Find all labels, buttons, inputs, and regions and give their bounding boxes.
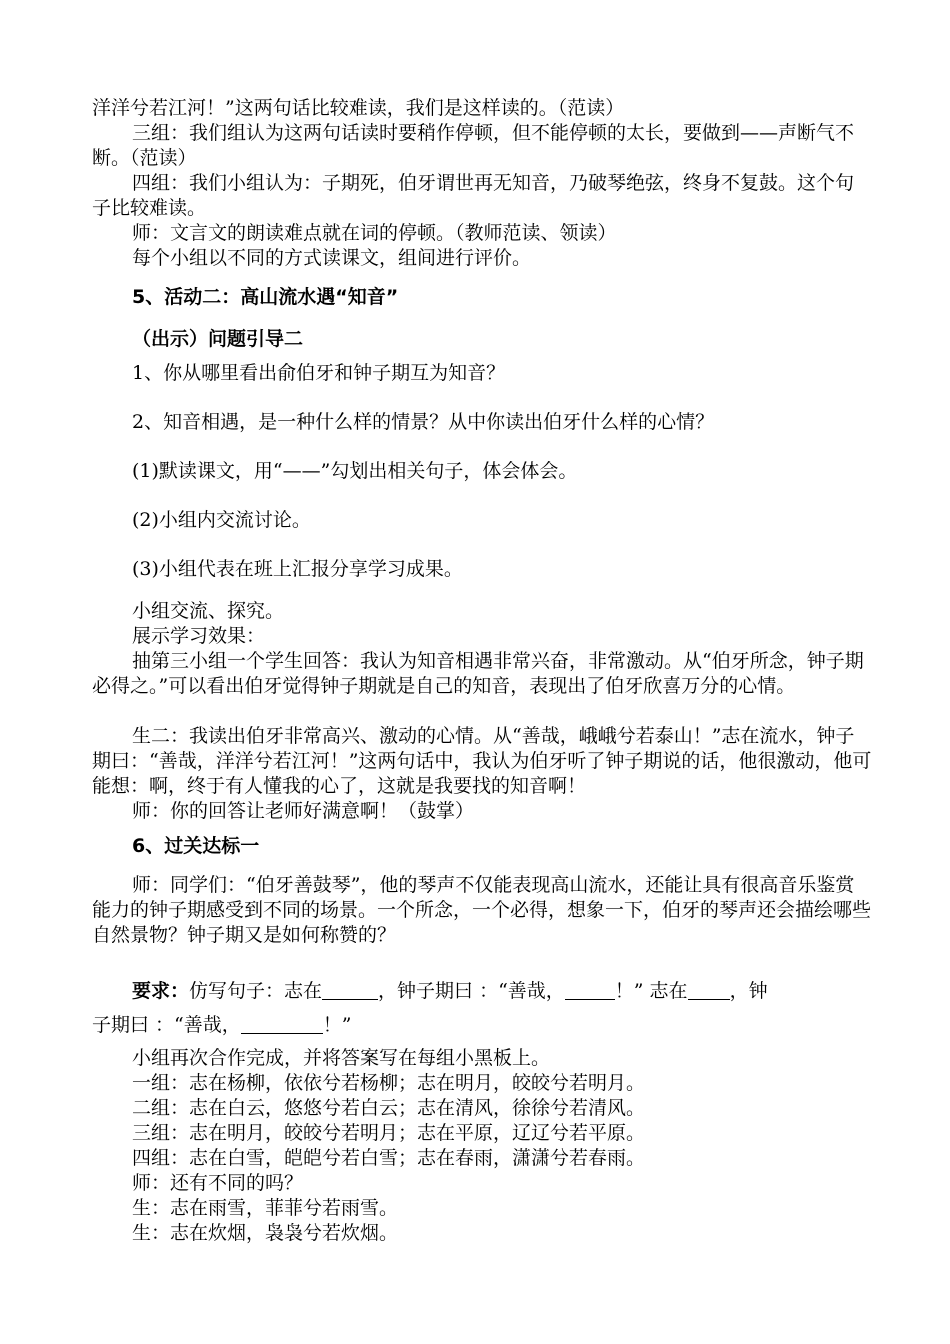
section-heading-6: 6、过关达标一 [132,835,260,857]
paragraph-show: 展示学习效果： [132,625,266,647]
section-subheading-5: （出示）问题引导二 [132,328,304,350]
paragraph-teacher-intro: 师：同学们：“伯牙善鼓琴”，他的琴声不仅能表现高山流水，还能让具有很高音乐鉴赏能力的钟子期感受到不同的场景。一个所念，一个必得，想象一下，伯牙的琴声还会描绘哪些自然景物？钟子期又是如何称赞的？ [92,874,872,946]
requirement-paragraph-cont: 子期曰 ：“善哉， ！” [92,1014,352,1036]
paragraph-evaluation: 每个小组以不同的方式读课文，组间进行评价。 [132,247,532,269]
paragraph-teacher-ask: 师：还有不同的吗？ [132,1172,304,1194]
answer-group2: 二组：志在白云，悠悠兮若白云；志在清风，徐徐兮若清风。 [132,1097,646,1119]
paragraph-teacher: 师：文言文的朗读难点就在词的停顿。（教师范读、领读） [132,222,617,244]
paragraph-group3: 三组：我们组认为这两句话读时要稍作停顿，但不能停顿的太长，要做到——声断气不断。（范读） [92,122,855,169]
answer-student-b: 生：志在炊烟，袅袅兮若炊烟。 [132,1222,399,1244]
paragraph-group4: 四组：我们小组认为：子期死，伯牙谓世再无知音，乃破琴绝弦，终身不复鼓。这个句子比较难读。 [92,172,855,219]
fill-blank [241,1015,323,1034]
requirement-label: 要求： [132,980,190,1002]
question-sub-1: (1)默读课文，用“——”勾划出相关句子，体会体会。 [132,460,578,482]
question-sub-2: (2)小组内交流讨论。 [132,509,311,531]
question-sub-3: (3)小组代表在班上汇报分享学习成果。 [132,558,463,580]
answer-group1: 一组：志在杨柳，依依兮若杨柳；志在明月，皎皎兮若明月。 [132,1072,646,1094]
fill-blank [688,981,730,1000]
fill-blank [322,981,378,1000]
question-1: 1、你从哪里看出俞伯牙和钟子期互为知音？ [132,362,506,384]
paragraph-cooperate: 小组再次合作完成，并将答案写在每组小黑板上。 [132,1047,551,1069]
paragraph-teacher-praise: 师：你的回答让老师好满意啊！（鼓掌） [132,800,475,822]
paragraph-explore: 小组交流、探究。 [132,600,285,622]
fill-blank [565,981,615,1000]
answer-group4: 四组：志在白雪，皑皑兮若白雪；志在春雨，潇潇兮若春雨。 [132,1147,646,1169]
requirement-paragraph: 要求：仿写句子：志在 ，钟子期曰 ：“善哉， ！” 志在 ，钟 [132,980,768,1002]
paragraph-student2: 生二：我读出伯牙非常高兴、激动的心情。从“善哉，峨峨兮若泰山！”志在流水，钟子期曰：“善哉，洋洋兮若江河！”这两句话中，我认为伯牙听了钟子期说的话，他很激动，他可能想：啊，终于有人懂我的心了，这就是我要找的知音啊！ [92,725,872,797]
paragraph-line: 洋洋兮若江河！”这两句话比较难读，我们是这样读的。（范读） [92,97,625,119]
answer-student-a: 生：志在雨雪，菲菲兮若雨雪。 [132,1197,399,1219]
question-2: 2、知音相遇，是一种什么样的情景？从中你读出伯牙什么样的心情？ [132,411,715,433]
paragraph-student1: 抽第三小组一个学生回答：我认为知音相遇非常兴奋，非常激动。从“伯牙所念，钟子期必得之。”可以看出伯牙觉得钟子期就是自己的知音，表现出了伯牙欣喜万分的心情。 [92,650,864,697]
section-heading-5: 5、活动二：高山流水遇“知音” [132,286,399,308]
answer-group3: 三组：志在明月，皎皎兮若明月；志在平原，辽辽兮若平原。 [132,1122,646,1144]
